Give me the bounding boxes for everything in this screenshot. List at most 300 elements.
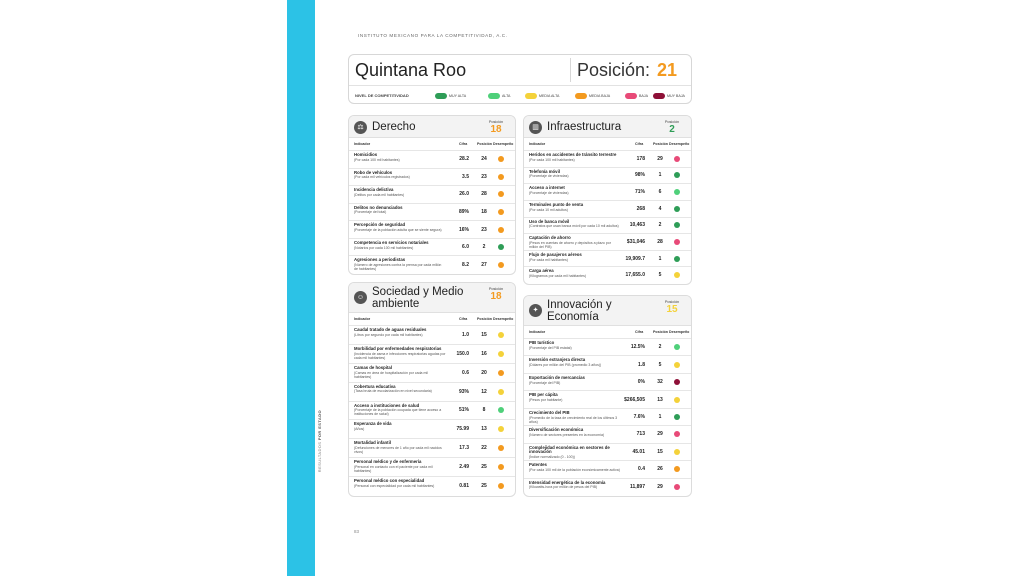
category-position	[483, 287, 509, 302]
legend-swatch	[488, 93, 500, 99]
indicator-row	[524, 408, 691, 425]
legend-swatch	[435, 93, 447, 99]
indicator-position: 23	[481, 173, 487, 180]
category-header	[524, 116, 691, 138]
indicator-position: 2	[482, 244, 486, 251]
indicator-name	[529, 481, 621, 490]
indicator-name	[354, 223, 446, 232]
indicator-value: 8.2	[462, 261, 469, 268]
header-desempeno: Desempeño	[493, 317, 514, 321]
indicator-name-text: Carga aérea	[529, 268, 554, 274]
table-header	[524, 329, 691, 337]
category-position	[659, 120, 685, 135]
indicator-name-text: Mortalidad infantil	[354, 440, 391, 446]
indicator-value: 6.0	[462, 244, 469, 251]
indicator-name-text: Intensidad energética de la economía	[529, 479, 606, 485]
table-header	[524, 141, 691, 149]
indicator-description: (Notarios por cada 100 mil habitantes)	[354, 245, 414, 250]
indicator-row	[349, 203, 515, 221]
category-header	[349, 116, 515, 138]
indicator-value: 51%	[458, 407, 469, 414]
indicator-value: 7.6%	[633, 413, 645, 420]
indicator-description: (Por cada 10 mil adultos)	[529, 207, 568, 212]
indicator-position: 15	[481, 331, 487, 338]
performance-dot	[498, 262, 504, 268]
indicator-name-text: Personal médico con especialidad	[354, 478, 425, 483]
performance-dot	[674, 239, 680, 245]
indicator-row	[349, 419, 515, 438]
indicator-row	[524, 355, 691, 372]
performance-dot	[674, 206, 680, 212]
indicator-description: (Por cada 100 mil habitantes)	[529, 157, 575, 162]
indicator-name	[529, 393, 621, 402]
indicator-position: 20	[481, 369, 487, 376]
indicator-name	[529, 341, 621, 350]
indicator-row	[349, 238, 515, 256]
indicator-name	[354, 366, 446, 379]
indicator-name-text: Robo de vehículos	[354, 169, 393, 175]
indicator-name-text: Terminales punto de venta	[529, 201, 584, 207]
header-posicion: Posición	[477, 142, 492, 146]
performance-dot	[674, 466, 680, 472]
indicator-position: 25	[481, 482, 487, 489]
indicator-description: (Incidencia de asma e infecciones respiratorias agudas por cada mil habitantes)	[354, 351, 446, 360]
indicator-name	[354, 347, 446, 360]
indicator-value: 19,909.7	[625, 255, 645, 262]
indicator-table	[524, 338, 691, 495]
legend-swatch	[625, 93, 637, 99]
indicator-name	[354, 241, 446, 250]
legend-label: MEDIA ALTA	[539, 93, 560, 98]
indicator-name-text: Exportación de mercancías	[529, 374, 585, 380]
header-cifra: Cifra	[635, 330, 644, 334]
category-position-label: Posición	[488, 120, 504, 124]
indicator-row	[349, 438, 515, 457]
indicator-position: 24	[481, 156, 487, 163]
legend-swatch	[525, 93, 537, 99]
indicator-name-text: Agresiones a periodistas	[354, 257, 406, 263]
indicator-name	[529, 411, 621, 424]
category-title: Innovación y Economía	[547, 299, 612, 323]
indicator-description: (Por cada 100 mil habitantes)	[354, 157, 400, 162]
indicator-row	[349, 344, 515, 363]
indicator-name-text: Uso de banca móvil	[529, 218, 570, 224]
header-desempeno: Desempeño	[669, 330, 690, 334]
indicator-name	[529, 236, 621, 249]
indicator-value: 0.6	[462, 369, 469, 376]
indicator-position: 29	[657, 155, 663, 162]
indicator-row	[524, 183, 691, 200]
indicator-row	[349, 457, 515, 476]
performance-dot	[498, 445, 504, 451]
indicator-description: (Camas en área de hospitalización por cada mil habitantes)	[354, 370, 428, 379]
header-posicion: Posición	[653, 142, 668, 146]
indicator-value: 1.8	[638, 361, 645, 368]
category-card-innovacion	[523, 295, 692, 497]
indicator-description: (Kilowatts-hora por millón de pesos del PIB)	[529, 485, 598, 490]
indicator-description: (Personal con especialidad por cada mil habitantes)	[354, 483, 435, 488]
indicator-value: 0.4	[638, 466, 645, 473]
indicator-description: (Tasa bruta de escolarización en nivel secundaria)	[354, 389, 432, 394]
indicator-name-text: Inversión extranjera directa	[529, 357, 586, 363]
overall-position-value: 21	[657, 60, 678, 80]
indicator-description: (Pesos en cuentas de ahorro y depósitos a plazo por millón del PIB)	[529, 240, 611, 249]
indicator-position: 22	[481, 445, 487, 452]
lightbulb-icon: ✦	[529, 304, 542, 317]
header-cifra: Cifra	[459, 142, 468, 146]
indicator-position: 8	[482, 407, 486, 414]
indicator-name-text: Patentes	[529, 462, 547, 468]
indicator-name-text: Competencia en servicios notariales	[354, 239, 429, 245]
state-name: Quintana Roo	[355, 60, 467, 80]
performance-dot	[498, 370, 504, 376]
indicator-name-text: Percepción de seguridad	[354, 222, 406, 228]
indicator-position: 29	[657, 483, 663, 490]
indicator-row	[349, 220, 515, 238]
indicator-description: (Personal en contacto con el paciente por cada mil habitantes)	[354, 464, 433, 473]
indicator-value: 16%	[458, 226, 469, 233]
performance-dot	[674, 449, 680, 455]
indicator-name-text: Homicidios	[354, 152, 378, 157]
indicator-description: (Número de agresiones contra la prensa por cada millón de habitantes)	[354, 263, 442, 272]
performance-dot	[498, 332, 504, 338]
indicator-name	[529, 253, 621, 262]
building-icon: ▥	[529, 121, 542, 134]
category-card-sociedad	[348, 282, 516, 497]
legend-label: MUY ALTA	[449, 93, 467, 98]
indicator-name	[354, 385, 446, 394]
indicator-value: 12.5%	[630, 344, 645, 351]
indicator-name	[354, 206, 446, 215]
indicator-description: (Porcentaje de viviendas)	[529, 191, 569, 196]
indicator-row	[524, 167, 691, 184]
category-position-label: Posición	[488, 287, 504, 291]
indicator-table	[524, 150, 691, 283]
indicator-row	[349, 168, 515, 186]
header-desempeno: Desempeño	[669, 142, 690, 146]
header-cifra: Cifra	[635, 142, 644, 146]
indicator-position: 13	[657, 396, 663, 403]
performance-dot	[674, 222, 680, 228]
indicator-name	[529, 186, 621, 195]
legend-label: BAJA	[639, 93, 648, 98]
indicator-name-text: Morbilidad por enfermedades respiratorias	[354, 345, 442, 351]
competitiveness-legend	[355, 92, 689, 100]
indicator-value: 98%	[634, 172, 645, 179]
people-icon: ☺	[354, 291, 367, 304]
performance-dot	[674, 156, 680, 162]
indicator-value: 713	[636, 431, 645, 438]
legend-swatch	[575, 93, 587, 99]
category-card-infraestructura	[523, 115, 692, 285]
performance-dot	[674, 344, 680, 350]
indicator-description: (Por cada mil habitantes)	[529, 257, 568, 262]
indicator-value: 1.0	[462, 331, 469, 338]
indicator-description: (Número de sectores presentes en la economía)	[529, 432, 605, 437]
indicator-row	[524, 460, 691, 477]
indicator-description: (Promedio de la tasa de crecimiento real de los últimos 3 años)	[529, 415, 618, 424]
category-position-value: 18	[490, 124, 502, 135]
indicator-name-text: Delitos no denunciados	[354, 204, 403, 210]
indicator-name-text: Telefonía móvil	[529, 168, 560, 174]
indicator-row	[524, 217, 691, 234]
header-desempeno: Desempeño	[493, 142, 514, 146]
indicator-name-text: Camas de hospital	[354, 364, 392, 370]
indicator-position: 1	[658, 172, 662, 179]
indicator-description: (Porcentaje de la población adulta que se siente segura)	[354, 228, 442, 233]
indicator-row	[349, 150, 515, 168]
indicator-name	[529, 463, 621, 472]
indicator-value: 71%	[634, 189, 645, 196]
indicator-value: 11,897	[629, 483, 645, 490]
category-position-label: Posición	[664, 120, 680, 124]
indicator-name	[354, 328, 446, 337]
indicator-position: 5	[658, 361, 662, 368]
performance-dot	[498, 227, 504, 233]
performance-dot	[674, 362, 680, 368]
performance-dot	[498, 351, 504, 357]
indicator-name	[529, 153, 621, 162]
performance-dot	[498, 191, 504, 197]
indicator-value: $266,505	[624, 396, 645, 403]
indicator-description: (Años)	[354, 427, 365, 432]
indicator-value: 75.99	[456, 426, 469, 433]
indicator-name-text: Esperanza de vida	[354, 421, 392, 427]
category-position-label: Posición	[664, 300, 680, 304]
performance-dot	[498, 156, 504, 162]
indicator-table	[349, 325, 515, 495]
indicator-value: 268	[636, 205, 645, 212]
side-label-a: RESULTADOS	[317, 441, 322, 473]
category-position-value: 15	[666, 304, 678, 315]
performance-dot	[498, 464, 504, 470]
indicator-value: 0%	[637, 379, 645, 386]
gavel-icon: ⚖	[354, 121, 367, 134]
performance-dot	[674, 431, 680, 437]
performance-dot	[674, 379, 680, 385]
indicator-value: 93%	[458, 388, 469, 395]
header-cifra: Cifra	[459, 317, 468, 321]
indicator-description: (Porcentaje del PIB estatal)	[529, 345, 572, 350]
indicator-value: 0.81	[459, 482, 469, 489]
indicator-description: (Defunciones de menores de 1 año por cada mil nacidos vivos)	[354, 446, 442, 455]
header-indicador: Indicador	[529, 142, 546, 146]
indicator-name-text: Flujo de pasajeros aéreos	[529, 251, 582, 257]
performance-dot	[674, 397, 680, 403]
indicator-name	[354, 188, 446, 197]
indicator-value: 17,655.0	[625, 272, 645, 279]
indicator-row	[524, 373, 691, 390]
indicator-value: 89%	[458, 208, 469, 215]
indicator-description: (Contratos que usan banca móvil por cada 10 mil adultos)	[529, 224, 619, 229]
category-position-value: 18	[490, 291, 502, 302]
indicator-name	[529, 446, 621, 460]
legend-label: MEDIA BAJA	[589, 93, 611, 98]
category-position	[483, 120, 509, 135]
indicator-description: (Porcentaje del PIB)	[529, 380, 561, 385]
indicator-row	[524, 250, 691, 267]
indicator-name	[354, 153, 446, 162]
indicator-description: (Por cada 100 mil de la población económicamente activa)	[529, 467, 620, 472]
legend-label: ALTA	[502, 93, 511, 98]
header-posicion: Posición	[653, 330, 668, 334]
indicator-name	[354, 258, 446, 271]
indicator-name	[529, 170, 621, 179]
indicator-name	[354, 422, 446, 431]
indicator-value: 26.0	[459, 191, 469, 198]
performance-dot	[498, 426, 504, 432]
indicator-description: (Porcentaje de viviendas)	[529, 174, 569, 179]
indicator-description: (Kilogramos por cada mil habitantes)	[529, 274, 586, 279]
indicator-name-text: Cobertura educativa	[354, 383, 396, 389]
indicator-name-text: Captación de ahorro	[529, 235, 571, 241]
performance-dot	[674, 189, 680, 195]
indicator-name-text: Incidencia delictiva	[354, 187, 394, 193]
indicator-name-text: Crecimiento del PIB	[529, 409, 570, 415]
indicator-position: 25	[481, 464, 487, 471]
indicator-position: 27	[481, 261, 487, 268]
indicator-name	[529, 220, 621, 229]
indicator-value: 10,463	[629, 222, 645, 229]
indicator-table	[349, 150, 515, 273]
performance-dot	[674, 272, 680, 278]
indicator-position: 5	[658, 272, 662, 279]
table-header	[349, 316, 515, 324]
side-label-b: POR ESTADO	[317, 410, 322, 441]
indicator-position: 18	[481, 208, 487, 215]
indicator-name	[529, 428, 621, 437]
indicator-row	[524, 266, 691, 283]
category-header	[524, 296, 691, 326]
indicator-position: 1	[658, 255, 662, 262]
header-indicador: Indicador	[354, 317, 371, 321]
performance-dot	[674, 484, 680, 490]
indicator-row	[524, 338, 691, 355]
indicator-position: 26	[657, 466, 663, 473]
indicator-position: 29	[657, 431, 663, 438]
indicator-position: 28	[657, 238, 663, 245]
overall-position	[570, 58, 690, 82]
indicator-description: (Pesos por habitante)	[529, 398, 563, 403]
table-header	[349, 141, 515, 149]
indicator-name	[354, 479, 446, 488]
indicator-row	[524, 233, 691, 250]
indicator-description: (Litros por segundo por cada mil habitantes)	[354, 332, 423, 337]
category-position-value: 2	[669, 124, 675, 135]
header-posicion: Posición	[477, 317, 492, 321]
performance-dot	[498, 389, 504, 395]
indicator-name-text: Caudal tratado de aguas residuales	[354, 327, 427, 332]
indicator-position: 13	[481, 426, 487, 433]
indicator-description: (Porcentaje de la población ocupada que tiene acceso a instituciones de salud)	[354, 408, 442, 417]
indicator-description: (Dólares por millón del PIB (promedio 3 años))	[529, 363, 602, 368]
accent-sidebar	[287, 0, 315, 576]
indicator-row	[349, 255, 515, 273]
overall-position-label: Posición:	[577, 60, 651, 80]
indicator-position: 23	[481, 226, 487, 233]
indicator-row	[349, 325, 515, 344]
performance-dot	[674, 256, 680, 262]
performance-dot	[674, 172, 680, 178]
indicator-position: 28	[481, 191, 487, 198]
indicator-name	[354, 404, 446, 417]
indicator-description: (Por cada mil vehículos registrados)	[354, 175, 410, 180]
indicator-value: 2.49	[459, 464, 469, 471]
indicator-name	[529, 203, 621, 212]
indicator-name	[529, 358, 621, 367]
indicator-value: 150.0	[456, 350, 469, 357]
indicator-name	[529, 376, 621, 385]
indicator-name-text: Diversificación económica	[529, 427, 584, 433]
indicator-name-text: Acceso a instituciones de salud	[354, 402, 420, 408]
indicator-value: 178	[636, 155, 645, 162]
indicator-description: (Porcentaje del total)	[354, 210, 387, 215]
indicator-row	[524, 478, 691, 495]
indicator-value: 45.01	[632, 448, 645, 455]
indicator-name-text: Complejidad económica en sectores de innovación	[529, 444, 610, 455]
indicator-position: 16	[481, 350, 487, 357]
indicator-position: 2	[658, 222, 662, 229]
indicator-row	[349, 185, 515, 203]
indicator-row	[524, 390, 691, 407]
category-position	[659, 300, 685, 315]
organization-header: INSTITUTO MEXICANO PARA LA COMPETITIVIDAD, A.C.	[358, 33, 508, 38]
category-title: Infraestructura	[547, 121, 622, 133]
header-indicador: Indicador	[354, 142, 371, 146]
indicator-value: 17.3	[459, 445, 469, 452]
indicator-name-text: PIB turístico	[529, 340, 555, 345]
indicator-row	[349, 382, 515, 401]
indicator-position: 2	[658, 344, 662, 351]
performance-dot	[498, 209, 504, 215]
indicator-name	[354, 460, 446, 473]
header-indicador: Indicador	[529, 330, 546, 334]
indicator-row	[349, 401, 515, 420]
performance-dot	[498, 407, 504, 413]
indicator-value: 28.2	[459, 156, 469, 163]
category-title: Derecho	[372, 121, 416, 133]
page-number: 83	[354, 529, 360, 534]
indicator-row	[524, 443, 691, 460]
indicator-name-text: Personal médico y de enfermería	[354, 459, 422, 465]
header-divider	[349, 85, 691, 86]
performance-dot	[674, 414, 680, 420]
indicator-row	[524, 425, 691, 442]
indicator-name	[354, 171, 446, 180]
indicator-name	[529, 269, 621, 278]
indicator-value: 3.5	[462, 173, 469, 180]
indicator-row	[349, 476, 515, 495]
indicator-position: 32	[657, 379, 663, 386]
legend-swatch	[653, 93, 665, 99]
indicator-position: 1	[658, 413, 662, 420]
category-header	[349, 283, 515, 313]
performance-dot	[498, 483, 504, 489]
category-card-derecho	[348, 115, 516, 275]
indicator-position: 15	[657, 448, 663, 455]
legend-label: MUY BAJA	[667, 93, 685, 98]
indicator-name-text: Heridos en accidentes de tránsito terrestre	[529, 152, 617, 157]
indicator-position: 12	[481, 388, 487, 395]
indicator-row	[349, 363, 515, 382]
indicator-name-text: Acceso a internet	[529, 185, 565, 191]
performance-dot	[498, 244, 504, 250]
indicator-position: 6	[658, 189, 662, 196]
indicator-value: $31,046	[626, 238, 645, 245]
indicator-name	[354, 441, 446, 454]
indicator-description: (Índice normalizado (0 - 100))	[529, 455, 575, 460]
side-label	[317, 410, 325, 490]
